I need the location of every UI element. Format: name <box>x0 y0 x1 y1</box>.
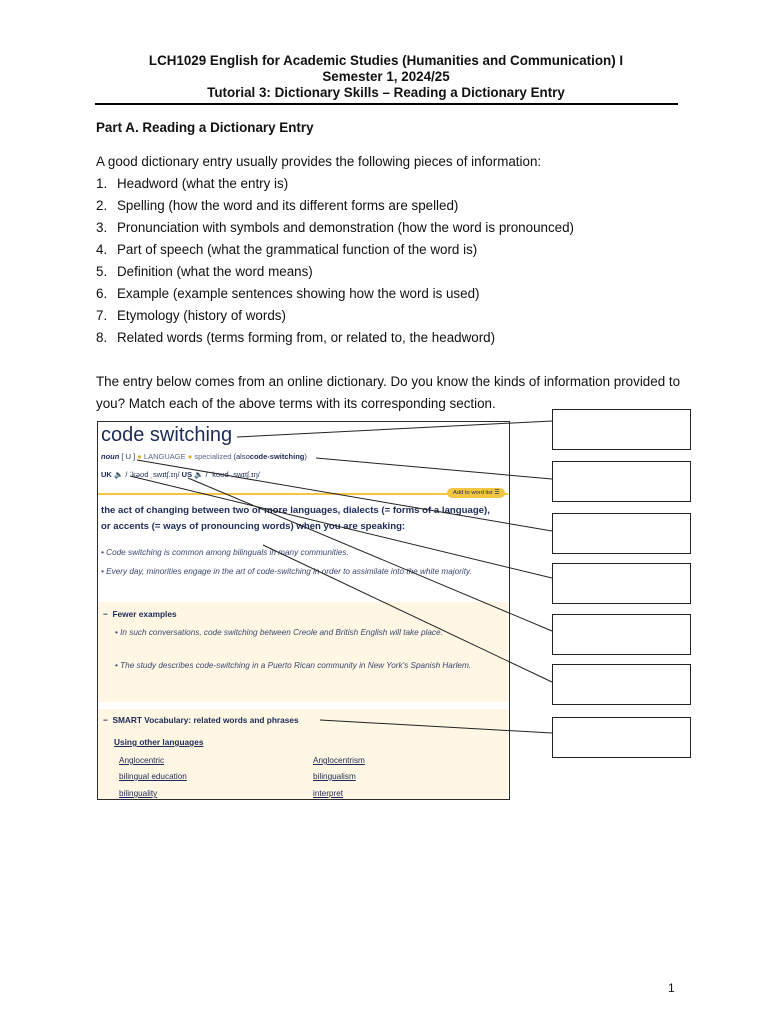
bullet-icon: ● <box>187 452 193 461</box>
fewer-examples-toggle[interactable]: − Fewer examples <box>103 609 177 619</box>
speaker-icon[interactable]: 🔈 <box>113 470 124 479</box>
smart-vocabulary-toggle[interactable]: − SMART Vocabulary: related words and phrases <box>103 715 299 725</box>
example-text: Every day, minorities engage in the art of code-switching in order to assimilate into the white majority. <box>106 567 472 576</box>
semester-line: Semester 1, 2024/25 <box>322 69 450 84</box>
definition: the act of changing between two or more languages, dialects (= forms of a language), or accents (= ways of pronouncing words) when you are speaking: <box>101 505 490 532</box>
answer-box[interactable] <box>552 717 691 758</box>
answer-box[interactable] <box>552 409 691 450</box>
add-button-label: Add to word list <box>453 490 493 496</box>
part-a-heading: Part A. Reading a Dictionary Entry <box>96 120 314 135</box>
course-title: LCH1029 English for Academic Studies (Humanities and Communication) I <box>148 53 624 68</box>
topic-label: LANGUAGE <box>143 452 186 461</box>
list-text: Definition (what the word means) <box>117 264 313 279</box>
list-text: Headword (what the entry is) <box>117 176 289 191</box>
list-text: Part of speech (what the grammatical function of the word is) <box>117 242 478 257</box>
tutorial-title: Tutorial 3: Dictionary Skills – Reading a Dictionary Entry <box>207 85 565 100</box>
connector-line <box>130 476 552 578</box>
related-word-link[interactable]: bilingual education <box>119 772 187 781</box>
also-suffix: ) <box>304 452 307 461</box>
uk-label: UK <box>101 470 112 479</box>
example-text: Code switching is common among bilinguals in many communities. <box>106 548 349 557</box>
register-label: specialized <box>194 452 232 461</box>
connector-line <box>188 478 552 631</box>
related-word-link[interactable]: bilingualism <box>313 772 356 781</box>
example-sentence: • The study describes code-switching in a Puerto Rican community in New York's Spanish Harlem. <box>115 661 472 670</box>
connector-line <box>316 458 552 479</box>
speaker-icon[interactable]: 🔈 <box>194 470 204 479</box>
answer-box[interactable] <box>552 614 691 655</box>
answer-box[interactable] <box>552 513 691 554</box>
related-word-link[interactable]: interpret <box>313 789 344 798</box>
variant-spelling: code-switching <box>249 452 305 461</box>
part-of-speech: noun <box>101 452 120 461</box>
fewer-examples-title: Fewer examples <box>112 609 177 619</box>
list-text: Related words (terms forming from, or related to, the headword) <box>117 330 496 345</box>
intro-text: A good dictionary entry usually provides the following pieces of information: <box>96 154 542 169</box>
example-sentence: • Every day, minorities engage in the art of code-switching in order to assimilate into the white majority. <box>101 567 472 576</box>
example-sentence: • Code switching is common among bilinguals in many communities. <box>101 548 349 557</box>
instruction-line-1: The entry below comes from an online dictionary. Do you know the kinds of information provided to <box>96 374 681 389</box>
list-icon: ☰ <box>494 490 500 496</box>
list-number: 5. <box>96 264 108 279</box>
connector-line <box>237 421 552 437</box>
also-prefix: (also <box>233 452 250 461</box>
list-text: Pronunciation with symbols and demonstration (how the word is pronounced) <box>117 220 575 235</box>
page-number: 1 <box>668 981 675 995</box>
answer-box[interactable] <box>552 563 691 604</box>
grammar-code: [ U ] <box>121 452 136 461</box>
list-number: 7. <box>96 308 108 323</box>
example-text: The study describes code-switching in a Puerto Rican community in New York's Spanish Harlem. <box>120 661 472 670</box>
list-text: Spelling (how the word and its different forms are spelled) <box>117 198 459 213</box>
connector-line <box>263 545 552 682</box>
example-text: In such conversations, code switching between Creole and British English will take place. <box>120 628 443 637</box>
uk-ipa: / ˈkəʊd ˌswɪtʃ.ɪŋ/ <box>125 470 180 479</box>
bullet-icon: ● <box>137 452 142 461</box>
list-text: Example (example sentences showing how the word is used) <box>117 286 480 301</box>
answer-box[interactable] <box>552 664 691 705</box>
list-number: 1. <box>96 176 108 191</box>
related-word-link[interactable]: Anglocentric <box>119 756 165 765</box>
connector-line <box>137 460 552 531</box>
example-sentence: • In such conversations, code switching between Creole and British English will take place. <box>115 628 443 637</box>
smart-subheading[interactable]: Using other languages <box>114 737 204 747</box>
related-word-link[interactable]: Anglocentrism <box>313 756 365 765</box>
list-number: 8. <box>96 330 108 345</box>
list-number: 6. <box>96 286 108 301</box>
connector-line <box>320 720 552 733</box>
related-word-link[interactable]: bilinguality <box>119 789 158 798</box>
answer-box[interactable] <box>552 461 691 502</box>
headword: code switching <box>101 424 233 446</box>
us-ipa: / ˈkoʊd ˌswɪtʃ.ɪŋ/ <box>205 470 260 479</box>
instruction-line-2: you? Match each of the above terms with its corresponding section. <box>96 396 496 411</box>
us-label: US <box>181 470 193 479</box>
list-text: Etymology (history of words) <box>117 308 286 323</box>
list-number: 4. <box>96 242 108 257</box>
list-number: 3. <box>96 220 108 235</box>
smart-vocabulary-title: SMART Vocabulary: related words and phrases <box>112 715 299 725</box>
list-number: 2. <box>96 198 108 213</box>
